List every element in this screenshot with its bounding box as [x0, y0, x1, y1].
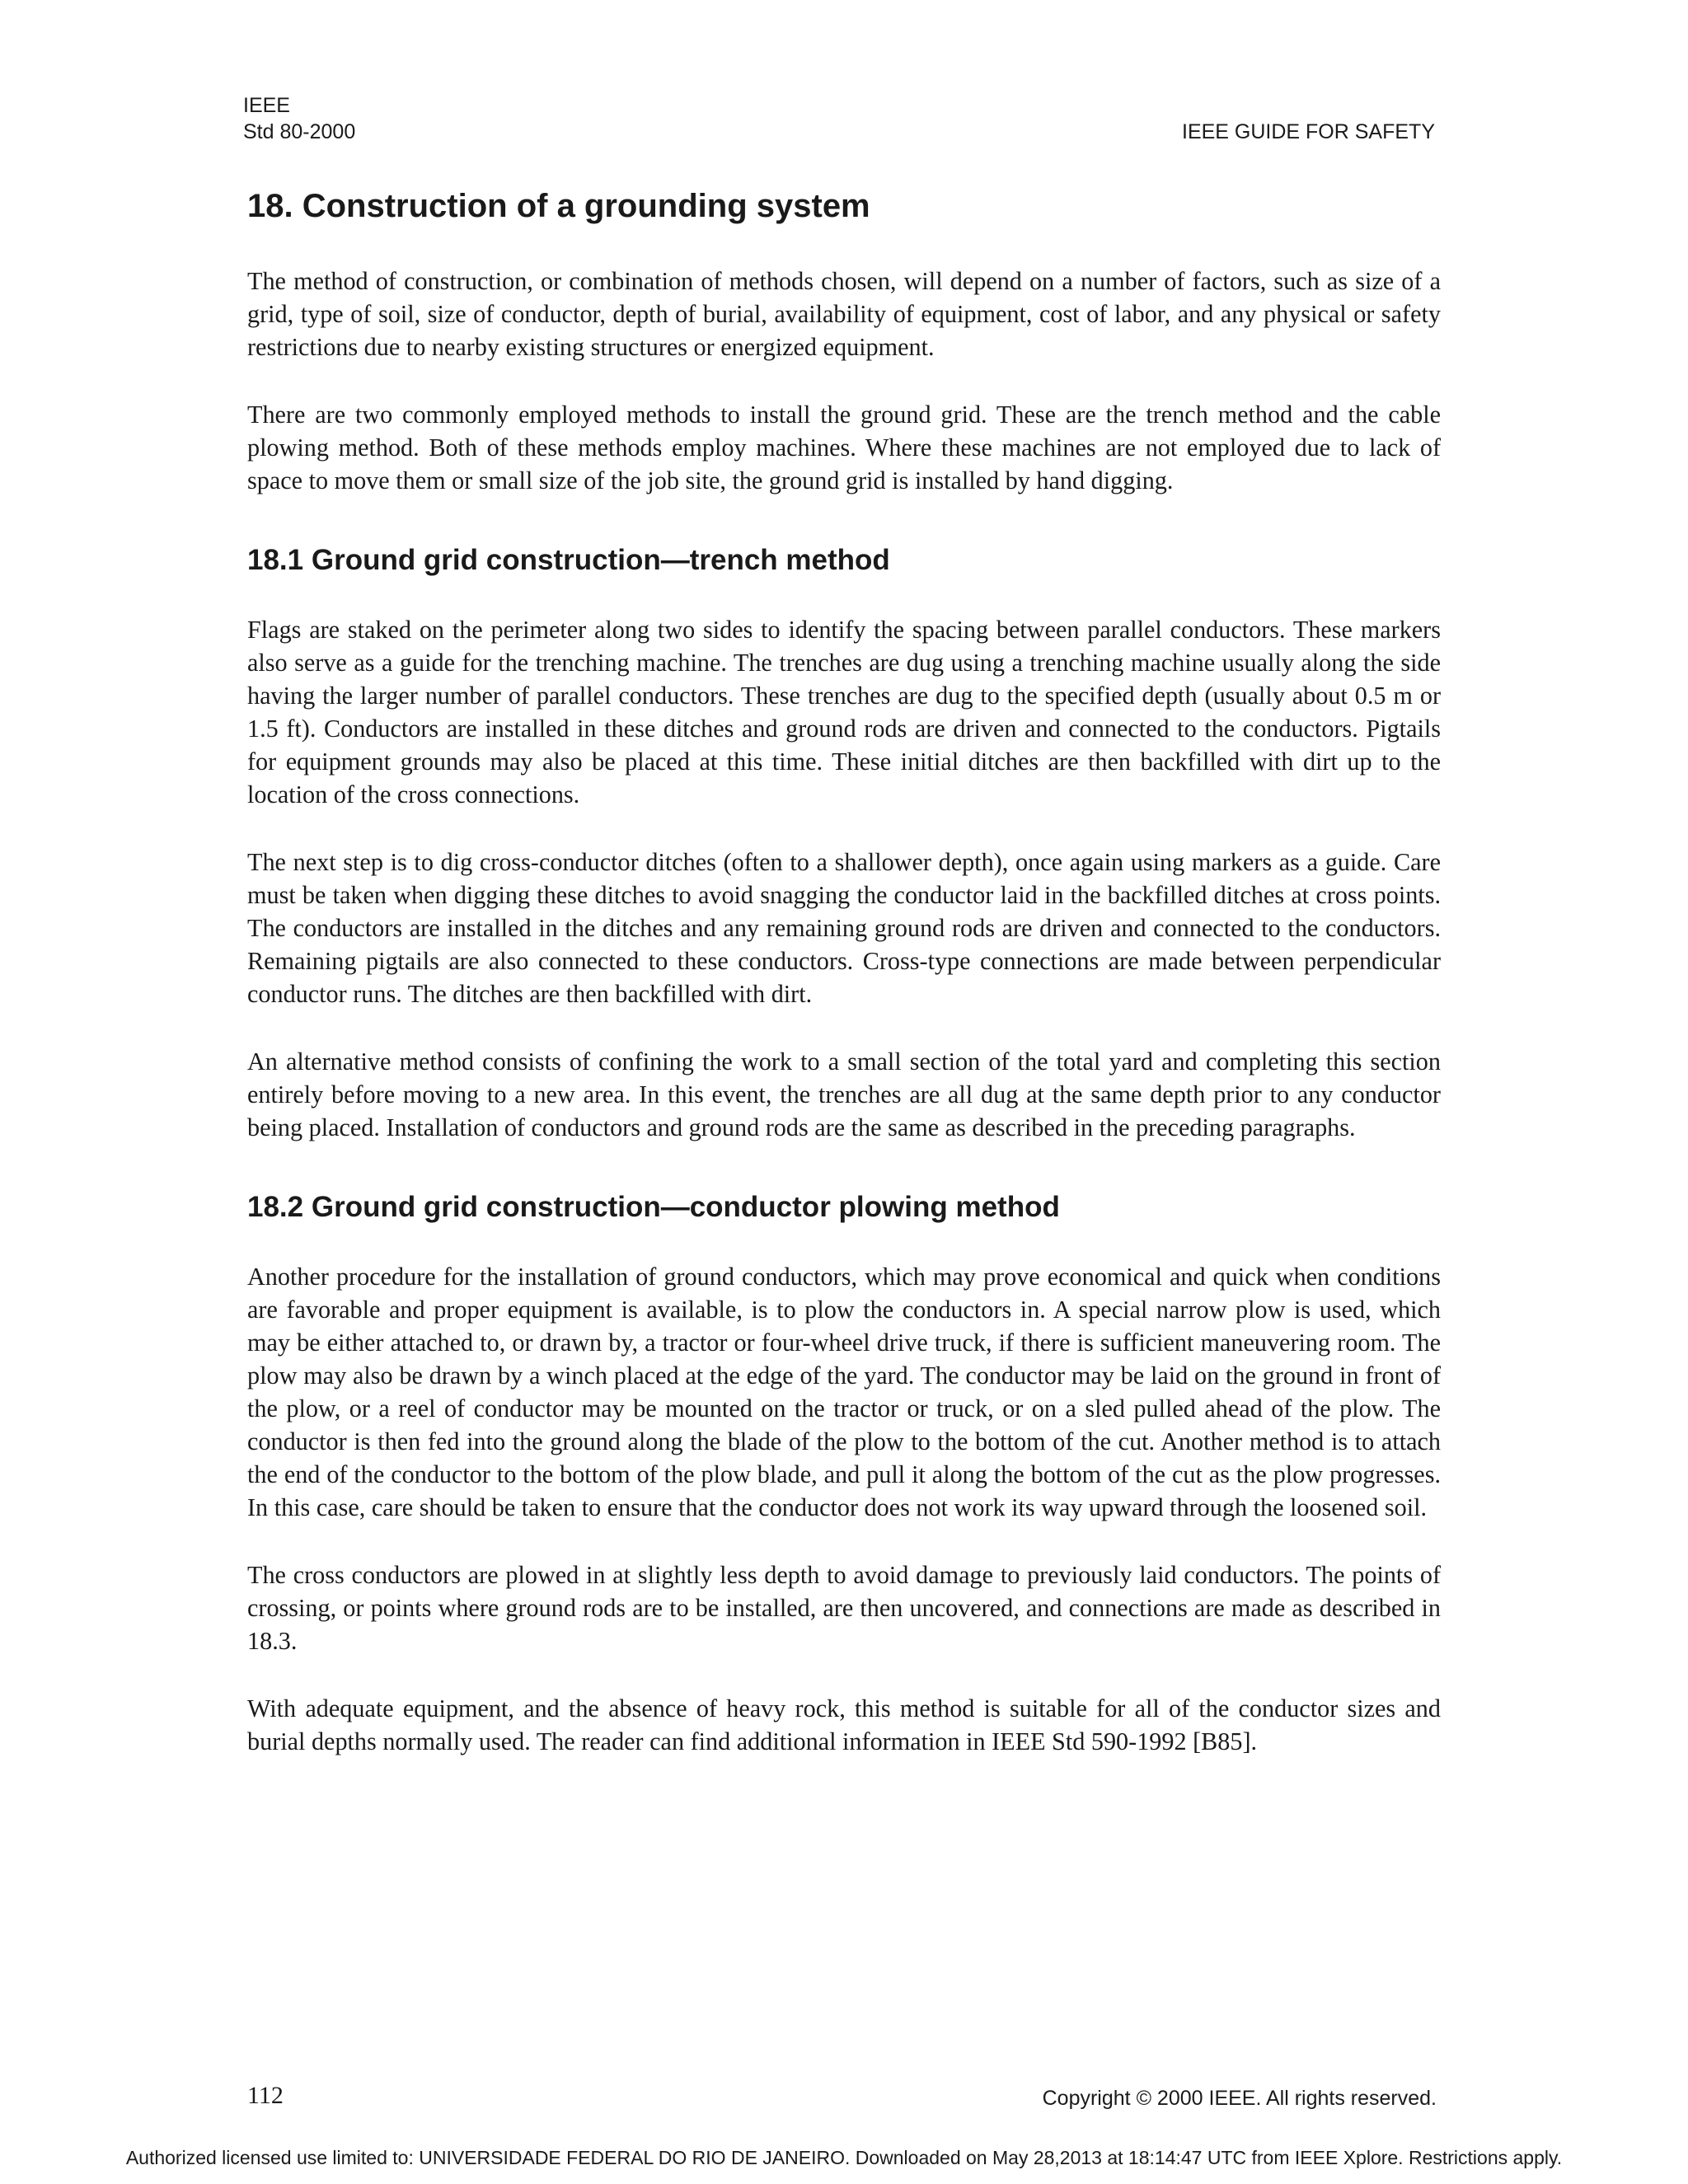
section-heading: 18. Construction of a grounding system	[247, 188, 870, 224]
paragraph: With adequate equipment, and the absence of heavy rock, this method is suitable for all of the conductor sizes and burial depths normally used. The reader can find additional information in IEEE Std 590-1992 [B85].	[247, 1694, 1441, 1755]
paragraph: Flags are staked on the perimeter along two sides to identify the spacing between parallel conductors. These markers also serve as a guide for the trenching machine. The trenches are dug using a trenching machine usually along the side having the larger number of parallel conductors. These trenches are dug to the specified depth (usually about 0.5 m or 1.5 ft). Conductors are installed in these ditches and ground rods are driven and connected to the conductors. Pigtails for equipment grounds may also be placed at this time. These initial ditches are then backfilled with dirt up to the location of the cross connections.	[247, 616, 1441, 808]
copyright-notice: Copyright © 2000 IEEE. All rights reserved.	[1042, 2087, 1437, 2110]
running-header-title: IEEE GUIDE FOR SAFETY	[1182, 120, 1435, 143]
paragraph: The next step is to dig cross-conductor ditches (often to a shallower depth), once again using markers as a guide. Care must be taken when digging these ditches to avoid snagging the conductor laid in the backfilled ditches at cross points. The conductors are installed in the ditches and any remaining ground rods are driven and connected to the conductors. Remaining pigtails are also connected to these conductors. Cross-type connections are made between perpendicular conductor runs. The ditches are then backfilled with dirt.	[247, 848, 1441, 1008]
header-org: IEEE	[243, 94, 290, 117]
header-standard-number: Std 80-2000	[243, 120, 356, 143]
running-header-left	[243, 92, 355, 145]
page-body	[247, 185, 1441, 1793]
paragraph: An alternative method consists of confining the work to a small section of the total yard and completing this section entirely before moving to a new area. In this event, the trenches are all dug at the same depth prior to any conductor being placed. Installation of conductors and ground rods are the same as described in the preceding paragraphs.	[247, 1047, 1441, 1141]
paragraph: The cross conductors are plowed in at slightly less depth to avoid damage to previously laid conductors. The points of crossing, or points where ground rods are to be installed, are then uncovered, and connections are made as described in 18.3.	[247, 1561, 1441, 1655]
paragraph: Another procedure for the installation of ground conductors, which may prove economical and quick when conditions are favorable and proper equipment is available, is to plow the conductors in. A special narrow plow is used, which may be either attached to, or drawn by, a tractor or four-wheel drive truck, if there is sufficient maneuvering room. The plow may also be drawn by a winch placed at the edge of the yard. The conductor may be laid on the ground in front of the plow, or a reel of conductor may be mounted on the tractor or truck, or on a sled pulled ahead of the plow. The conductor is then fed into the ground along the blade of the plow to the bottom of the cut. Another method is to attach the end of the conductor to the bottom of the plow blade, and pull it along the bottom of the cut as the plow progresses. In this case, care should be taken to ensure that the conductor does not work its way upward through the loosened soil.	[247, 1263, 1441, 1521]
page-number: 112	[247, 2082, 284, 2109]
paragraph: The method of construction, or combination of methods chosen, will depend on a number of factors, such as size of a grid, type of soil, size of conductor, depth of burial, availability of equipment, cost of labor, and any physical or safety restrictions due to nearby existing structures or energized equipment.	[247, 267, 1441, 361]
subsection-heading-trench-method: 18.1 Ground grid construction—trench method	[247, 544, 890, 576]
license-notice: Authorized licensed use limited to: UNIVERSIDADE FEDERAL DO RIO DE JANEIRO. Downloaded on May 28,2013 at 18:14:47 UTC from IEEE Xplore. Restrictions apply.	[125, 2147, 1563, 2168]
subsection-heading-plowing-method: 18.2 Ground grid construction—conductor plowing method	[247, 1191, 1060, 1223]
paragraph: There are two commonly employed methods to install the ground grid. These are the trench method and the cable plowing method. Both of these methods employ machines. Where these machines are not employed due to lack of space to move them or small size of the job site, the ground grid is installed by hand digging.	[247, 401, 1441, 494]
